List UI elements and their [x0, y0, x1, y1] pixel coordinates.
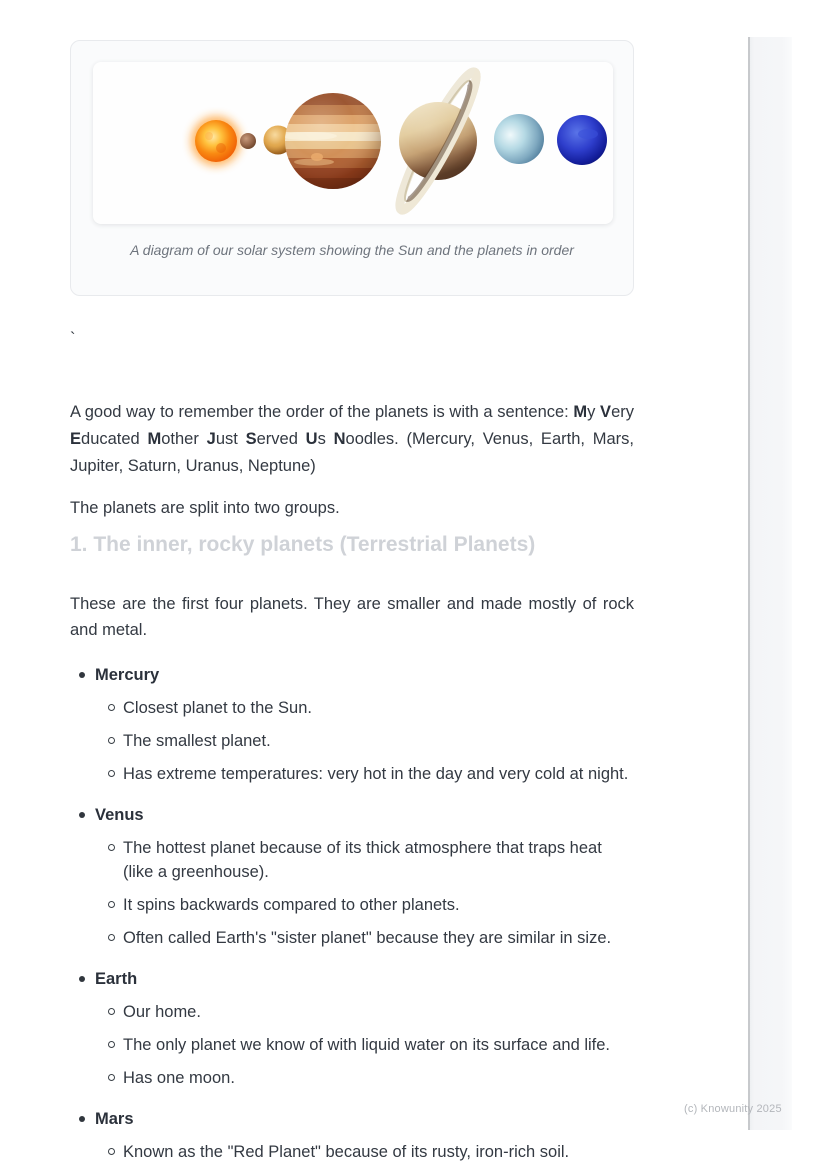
planet-fact-item	[70, 893, 634, 917]
planet-item	[70, 1107, 634, 1164]
sub-bullet-icon	[108, 704, 115, 711]
section-heading: 1. The inner, rocky planets (Terrestrial Planets)	[70, 533, 536, 556]
planet-item	[70, 803, 634, 950]
solar-system-image	[93, 62, 613, 224]
sub-bullet-icon	[108, 901, 115, 908]
bullet-icon	[79, 672, 85, 678]
planet-fact-text: The only planet we know of with liquid water on its surface and life.	[123, 1036, 611, 1054]
planet-item	[70, 663, 634, 786]
sub-bullet-icon	[108, 1008, 115, 1015]
planet-fact-text: Closest planet to the Sun.	[123, 699, 312, 717]
bullet-icon	[79, 1116, 85, 1122]
uranus-icon	[494, 114, 544, 164]
sub-bullet-icon	[108, 1148, 115, 1155]
sub-bullet-icon	[108, 770, 115, 777]
mnemonic-paragraph: A good way to remember the order of the planets is with a sentence: My Very Educated Mother Just Served Us Noodles. (Mercury, Venus, Earth, Mars, Jupiter, Saturn, Uranus, Neptune)	[70, 402, 634, 475]
planet-facts	[70, 836, 634, 950]
figure-card	[70, 40, 634, 296]
stray-backtick-text: `	[70, 330, 76, 348]
planet-facts	[70, 1000, 634, 1090]
sub-bullet-icon	[108, 737, 115, 744]
sub-bullet-icon	[108, 934, 115, 941]
bullet-icon	[79, 976, 85, 982]
planet-fact-item	[70, 696, 634, 720]
planet-fact-item	[70, 762, 634, 786]
groups-paragraph: The planets are split into two groups.	[70, 498, 340, 517]
planet-fact-item	[70, 1140, 634, 1164]
planet-fact-text: Often called Earth's "sister planet" because they are similar in size.	[123, 929, 612, 947]
planet-name: Venus	[95, 806, 144, 824]
planet-fact-text: Our home.	[123, 1003, 201, 1021]
planet-fact-text: The hottest planet because of its thick atmosphere that traps heat (like a greenhouse).	[123, 839, 602, 881]
neptune-icon	[557, 115, 607, 165]
planet-fact-item	[70, 1033, 634, 1057]
planet-fact-item	[70, 1000, 634, 1024]
jupiter-icon	[281, 93, 381, 190]
planet-name: Earth	[95, 970, 138, 988]
adjacent-page-edge	[748, 37, 792, 1130]
planet-fact-item	[70, 926, 634, 950]
planet-facts	[70, 696, 634, 786]
bullet-icon	[79, 812, 85, 818]
planet-fact-text: Known as the "Red Planet" because of its rusty, iron-rich soil.	[123, 1143, 570, 1161]
mercury-icon	[240, 133, 256, 149]
planet-fact-item	[70, 836, 634, 884]
sub-bullet-icon	[108, 1074, 115, 1081]
planet-fact-item	[70, 1066, 634, 1090]
planet-fact-item	[70, 729, 634, 753]
planet-fact-text: Has one moon.	[123, 1069, 235, 1087]
sub-bullet-icon	[108, 1041, 115, 1048]
planet-facts	[70, 1140, 634, 1164]
sub-bullet-icon	[108, 844, 115, 851]
terrestrial-intro-paragraph: These are the first four planets. They are smaller and made mostly of rock and metal.	[70, 594, 634, 639]
watermark: (c) Knowunity 2025	[684, 1103, 782, 1115]
saturn-icon	[391, 66, 485, 215]
planet-fact-text: Has extreme temperatures: very hot in the day and very cold at night.	[123, 765, 629, 783]
planet-name: Mercury	[95, 666, 160, 684]
planet-fact-text: It spins backwards compared to other planets.	[123, 896, 460, 914]
planet-name: Mars	[95, 1110, 134, 1128]
planet-fact-text: The smallest planet.	[123, 732, 271, 750]
solar-system-diagram	[93, 62, 613, 224]
planet-item	[70, 967, 634, 1090]
figure-caption: A diagram of our solar system showing the Sun and the planets in order	[130, 242, 574, 258]
planet-list	[70, 646, 634, 1164]
sun-icon	[191, 116, 241, 166]
